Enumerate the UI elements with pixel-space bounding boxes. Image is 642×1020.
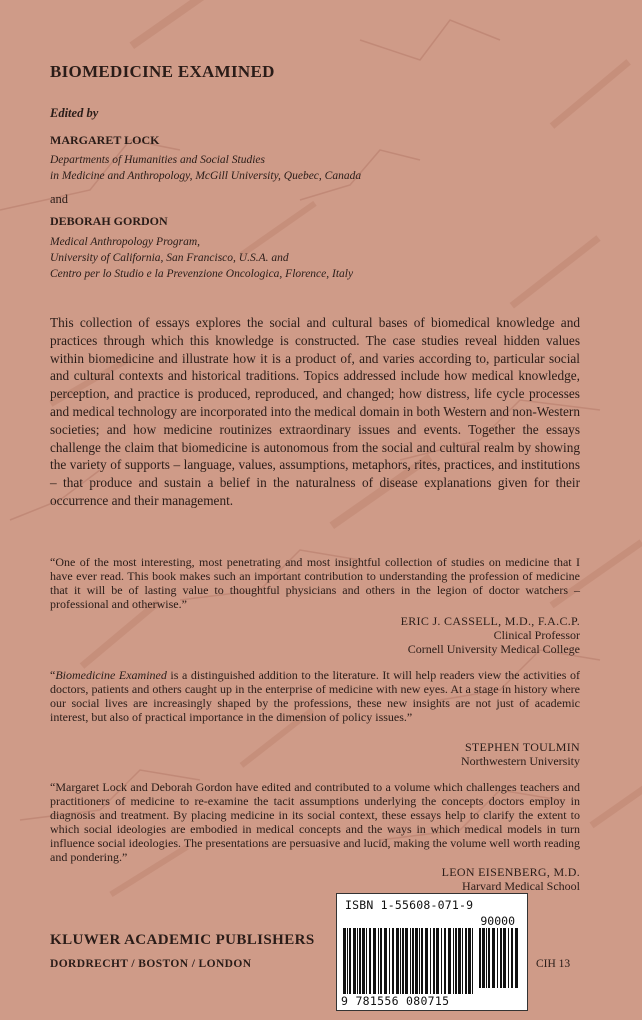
- barcode-bar: [479, 928, 481, 988]
- quote-1-name: ERIC J. CASSELL, M.D., F.A.C.P.: [400, 614, 580, 628]
- barcode-bar: [405, 928, 408, 994]
- quote-2-book-title: Biomedicine Examined: [55, 668, 167, 682]
- barcode-bar: [503, 928, 506, 988]
- barcode-bar: [472, 928, 473, 994]
- barcode-bar: [366, 928, 367, 994]
- addon-digits: 90000: [480, 914, 515, 928]
- editor2-name: DEBORAH GORDON: [50, 214, 168, 228]
- editor2-affiliation: [50, 234, 353, 282]
- editor2-affiliation-line1: Medical Anthropology Program,: [50, 236, 201, 248]
- edited-by-label: Edited by: [50, 106, 99, 120]
- barcode-bar: [384, 928, 387, 994]
- editor1-name: MARGARET LOCK: [50, 133, 160, 147]
- barcode-bar: [369, 928, 371, 994]
- barcode-bar: [378, 928, 379, 994]
- barcode-bar: [373, 928, 376, 994]
- ean-digits: 9 781556 080715: [341, 994, 450, 1008]
- barcode-bar: [392, 928, 394, 994]
- barcode-bar: [458, 928, 461, 994]
- barcode-bar: [389, 928, 390, 994]
- publisher-cities: DORDRECHT / BOSTON / LONDON: [50, 958, 252, 970]
- editor1-affiliation: [50, 152, 361, 184]
- quote-2-org: Northwestern University: [461, 754, 580, 768]
- barcode-bar: [453, 928, 454, 994]
- quote-2-open-mark: “: [50, 668, 56, 682]
- quote-1-attribution: [401, 614, 580, 656]
- quote-3-org: Harvard Medical School: [462, 879, 580, 893]
- barcode-bar: [488, 928, 490, 988]
- barcode-bar: [402, 928, 404, 994]
- series-code: CIH 13: [536, 958, 571, 970]
- editor1-affiliation-line1: Departments of Humanities and Social Studies: [50, 154, 265, 166]
- barcode-bar: [486, 928, 487, 988]
- barcode-bar: [396, 928, 399, 994]
- editor2-affiliation-line3: Centro per lo Studio e la Prevenzione Oncologica, Florence, Italy: [50, 268, 354, 280]
- barcode-bar: [357, 928, 358, 994]
- barcode-bar: [436, 928, 439, 994]
- quote-3-name: LEON EISENBERG, M.D.: [441, 865, 580, 879]
- barcode-bar: [508, 928, 509, 988]
- quote-3-text: “Margaret Lock and Deborah Gordon have edited and contributed to a volume which challenges teachers and practitioners of medicine to re-examine the tacit assumptions underlying the concepts doctors employ in diagnosis and treatment. By placing medicine in its social context, these essays help to clarify the extent to which social ideologies are embodied in medical concepts and the ways in which medical models in turn influence social ideologies. The presentations are persuasive and lucid, making the volume well worth reading and pondering.”: [50, 780, 580, 864]
- barcode-bar: [400, 928, 401, 994]
- barcode-bar: [415, 928, 418, 994]
- barcode-bar: [359, 928, 361, 994]
- barcode: [336, 893, 528, 1011]
- barcode-bar: [353, 928, 356, 994]
- barcode-bar: [468, 928, 471, 994]
- barcode-bar: [425, 928, 428, 994]
- book-title: BIOMEDICINE EXAMINED: [50, 62, 275, 81]
- quote-1-org: Cornell University Medical College: [407, 642, 580, 656]
- quote-2-text: [50, 668, 580, 724]
- barcode-bar: [465, 928, 467, 994]
- book-description: This collection of essays explores the social and cultural bases of biomedical knowledge and practices through which this knowledge is constructed. The case studies reveal hidden values within biomedicine and illustrate how it is a product of, and varies according to, particular social and cultural contexts and historical traditions. Topics addressed include how medical knowledge, perception, and practice is produced, reproduced, and changed; how distress, life cycle processes and medical technology are incorporated into the medical domain in both Western and non-Western societies; and how medicine routinizes extraordinary issues and events. Together the essays challenge the claim that biomedicine is autonomous from the social and cultural realm by showing the variety of supports – language, values, assumptions, metaphors, rites, practices, and institutions – that produce and sustain a belief in the naturalness of disease explanations given for their occurrence and their management.: [50, 315, 580, 508]
- barcode-bar: [380, 928, 382, 994]
- barcode-bar: [412, 928, 414, 994]
- barcode-bar: [515, 928, 518, 988]
- barcode-bar: [482, 928, 485, 988]
- barcode-bar: [444, 928, 446, 994]
- barcode-bar: [462, 928, 463, 994]
- publisher-name: KLUWER ACADEMIC PUBLISHERS: [50, 932, 315, 948]
- barcode-bar: [430, 928, 431, 994]
- barcode-bar: [410, 928, 411, 994]
- barcode-bar: [362, 928, 365, 994]
- isbn-text: ISBN 1-55608-071-9: [345, 898, 474, 912]
- barcode-bar: [448, 928, 451, 994]
- barcode-bar: [349, 928, 351, 994]
- barcode-bar: [343, 928, 346, 994]
- editor2-affiliation-line2: University of California, San Francisco, U.S.A. and: [50, 252, 289, 264]
- quote-2-body: is a distinguished addition to the literature. It will help readers view the activities of doctors, patients and others caught up in the enterprise of medicine with new eyes. At a stage in history where our social lives are increasingly shaped by the professions, these new insights are not just of academic interest, but also of practical importance in the dimension of policy issues.”: [50, 668, 580, 724]
- barcode-bar: [511, 928, 513, 988]
- barcode-bar: [441, 928, 442, 994]
- barcode-bar: [347, 928, 348, 994]
- quote-1-text: “One of the most interesting, most penetrating and most insightful collection of studies on medicine that I have ever read. This book makes such an important contribution to understanding the profession of medicine that it will be of lasting value to thoughtful physicians and others in the legion of doctor watchers – professional and otherwise.”: [50, 555, 580, 611]
- barcode-bar: [492, 928, 495, 988]
- barcode-bar: [500, 928, 502, 988]
- barcode-bar: [497, 928, 498, 988]
- quote-1-role: Clinical Professor: [493, 628, 580, 642]
- ean13-bars: [343, 928, 475, 994]
- quote-2-name: STEPHEN TOULMIN: [464, 740, 580, 754]
- addon-bars: [479, 928, 519, 988]
- barcode-bar: [419, 928, 420, 994]
- editor1-affiliation-line2: in Medicine and Anthropology, McGill University, Quebec, Canada: [50, 170, 362, 182]
- quote-3-attribution: [442, 865, 580, 893]
- barcode-bar: [421, 928, 423, 994]
- quote-2-attribution: [461, 740, 580, 768]
- and-word: and: [50, 192, 69, 206]
- barcode-bar: [433, 928, 435, 994]
- barcode-bar: [455, 928, 457, 994]
